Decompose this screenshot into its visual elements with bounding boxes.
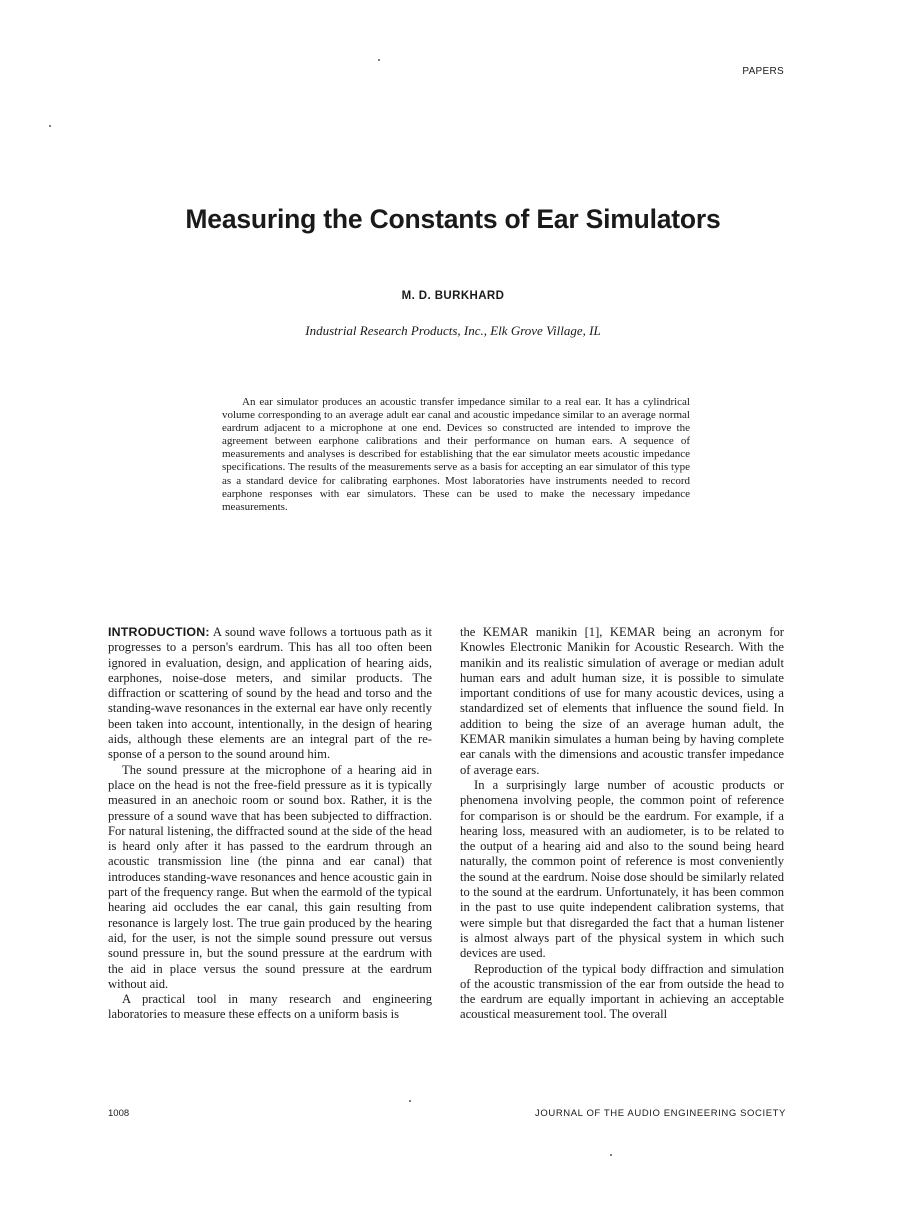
paper-title: Measuring the Constants of Ear Simulators xyxy=(185,204,721,234)
author-name: M. D. BURKHARD xyxy=(401,290,505,302)
body-paragraph: the KEMAR manikin [1], KEMAR being an acronym for Knowles Electronic Manikin for Acoustic Research. With the manikin and its realistic simulation of average or median adult human ears and adult human size, it is possible to simulate important conditions of use for many acoustic devices, using a standardized set of elements that influence the sound field. In addition to being the size of an average human adult, the KEMAR manikin simulates a human being by having complete ear canals with the dimensions and acoustic transfer impedance of average ears. xyxy=(460,625,784,777)
scan-speck xyxy=(378,59,380,61)
abstract: An ear simulator produces an acoustic transfer impedance similar to a real ear. It has a cylindrical volume corresponding to an average adult ear canal and acoustic impedance similar to an average normal eardrum adjacent to a microphone at one end. Devices so constructed are intended to improve the agreement between earphone calibrations and their performance on human ears. A sequence of measurements and analyses is described for establishing that the ear simulator meets acoustic impedance specifications. The results of the measurements serve as a basis for accepting an ear simulator of this type as a standard device for calibrating earphones. Most laboratories have instruments needed to record earphone responses with ear simulators. These can be used to make the necessary impedance measurements. xyxy=(222,396,690,513)
body-column-right xyxy=(460,625,784,1023)
page-number: 1008 xyxy=(108,1108,130,1119)
scan-speck xyxy=(49,125,51,127)
scan-speck xyxy=(610,1154,612,1156)
body-paragraph: Reproduction of the typical body diffraction and simulation of the acoustic transmission of the ear from outside the head to the eardrum are equally important in achieving an acceptable acoustical measurement tool. The overall xyxy=(460,961,784,1022)
journal-name: JOURNAL OF THE AUDIO ENGINEERING SOCIETY xyxy=(535,1108,786,1119)
intro-heading: INTRODUCTION: xyxy=(108,625,210,639)
scan-speck xyxy=(409,1100,411,1102)
body-paragraph xyxy=(108,625,432,763)
author-affiliation: Industrial Research Products, Inc., Elk Grove Village, IL xyxy=(305,323,601,338)
body-paragraph: A practical tool in many research and engineering laboratories to measure these effects on a uniform basis is xyxy=(108,992,432,1022)
section-label: PAPERS xyxy=(742,66,784,77)
body-column-left xyxy=(108,625,432,1023)
body-paragraph: In a surprisingly large number of acoustic products or phenomena involving people, the common point of reference for comparison is or should be the eardrum. For example, if a hearing loss, measured with an audiometer, is to be related to the output of a hearing aid and also to the sound being heard naturally, the common point of reference is most conveniently the sound at the eardrum. Noise dose should be similarly related to the sound at the eardrum. Unfortunately, it has been common in the past to use quite independent calibration systems, that were simple but that disregarded the fact that a human listener is almost always part of the physical system in which such devices are used. xyxy=(460,777,784,961)
paragraph-text: A sound wave follows a tortuous path as it progresses to a person's eardrum. This has all too often been ignored in evaluation, design, and application of hearing aids, earphones, noise-dose meters, and similar products. The diffraction or scattering of sound by the head and torso and the standing-wave resonances in the external ear have only recently been taken into account, intentionally, in the design of hearing aids, although these elements are an integral part of the response of a person to the sound around him. xyxy=(108,625,432,762)
body-paragraph: The sound pressure at the microphone of a hearing aid in place on the head is not the free-field pressure as it is typically measured in an anechoic room or sound box. Rather, it is the pressure of a sound wave that has been subjected to diffraction. For natural listening, the diffracted sound at the side of the head is heard only after it has passed to the eardrum through an acoustic transmission line (the pinna and ear canal) that introduces standing-wave resonances and hence acoustic gain in part of the frequency range. But when the earmold of the typical hearing aid occludes the ear canal, this gain resulting from resonance is largely lost. The true gain produced by the hearing aid, for the user, is not the simple sound pressure out versus sound pressure in, but the sound pressure at the eardrum with the aid in place versus the sound pressure at the eardrum without aid. xyxy=(108,762,432,991)
